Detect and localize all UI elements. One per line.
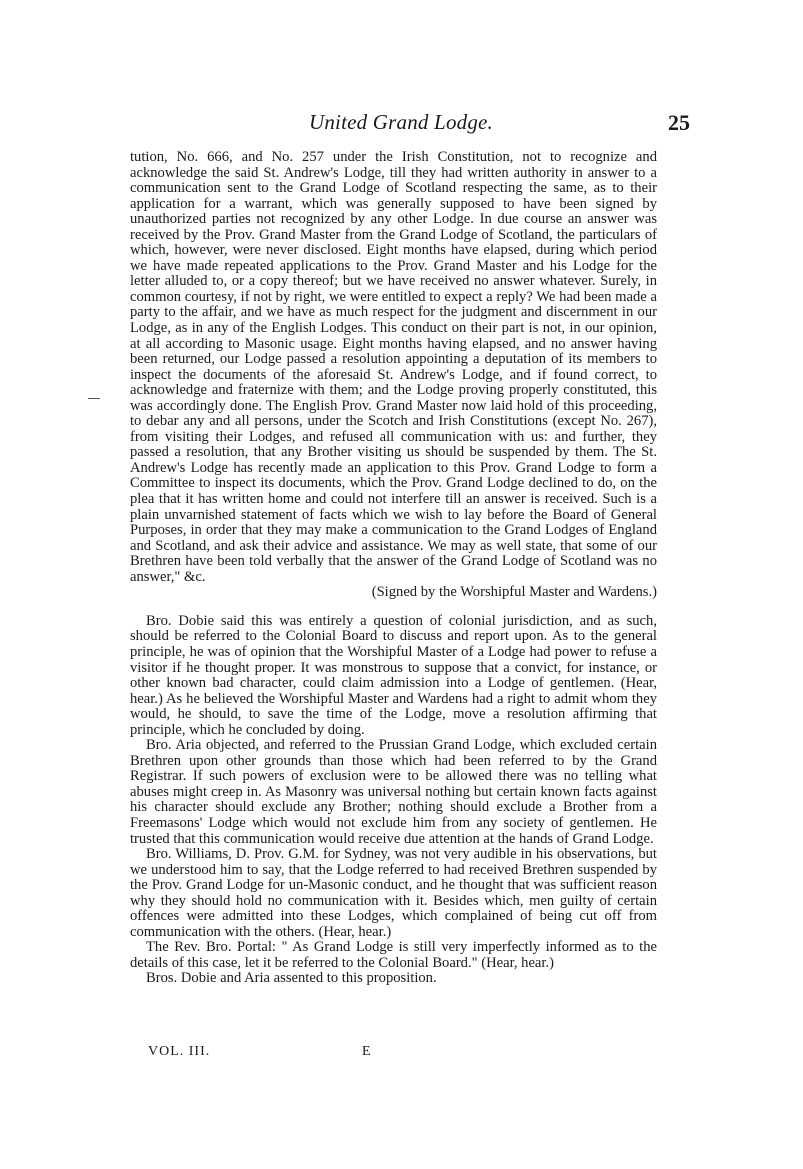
- portal-paragraph: The Rev. Bro. Portal: " As Grand Lodge is still very imperfectly informed as to the details of this case, let it be referred to the Colonial Board." (Hear, hear.): [130, 939, 657, 971]
- assent-paragraph: Bros. Dobie and Aria assented to this proposition.: [146, 970, 437, 987]
- running-head: [130, 110, 690, 140]
- running-title: United Grand Lodge.: [308, 110, 494, 134]
- signature-line: (Signed by the Worshipful Master and Wardens.): [371, 584, 657, 601]
- letter-paragraph: tution, No. 666, and No. 257 under the Irish Constitution, not to recognize and acknowledge the said St. Andrew's Lodge, till they had written authority in answer to a communication sent to the Grand Lodge of Scotland respecting the same, as to their application for a warrant, which was generally supposed to have been signed by unauthorized parties not recognized by any other Lodge. In due course an answer was received by the Prov. Grand Master from the Grand Lodge of Scotland, the particulars of which, however, were never disclosed. Eight months have elapsed, during which period we have made repeated applications to the Prov. Grand Master and his Lodge for the letter alluded to, or a copy thereof; but we have received no answer whatever. Surely, in common courtesy, if not by right, we were entitled to expect a reply? We had been made a party to the affair, and we have as much respect for the judgment and discernment in our Lodge, as in any of the English Lodges. This conduct on their part is not, in our opinion, at all according to Masonic usage. Eight months having elapsed, and no answer having been returned, our Lodge passed a resolution appointing a deputation of its members to inspect the documents of the aforesaid St. Andrew's Lodge, and if found correct, to acknowledge and fraternize with them; and the Lodge proving properly constituted, this was accordingly done. The English Prov. Grand Master now laid hold of this proceeding, to debar any and all persons, under the Scotch and Irish Constitutions (except No. 267), from visiting their Lodges, and refused all communication with us: and further, they passed a resolution, that any Brother visiting us should be suspended by them. The St. Andrew's Lodge has recently made an application to this Prov. Grand Lodge to form a Committee to inspect its documents, which the Prov. Grand Lodge declined to do, on the plea that it has written home and could not interfere till an answer is received. Such is a plain unvarnished statement of facts which we wish to lay before the Board of General Purposes, in order that they may make a communication to the Grand Lodges of England and Scotland, and ask their advice and assistance. We may as well state, that some of our Brethren have been told verbally that the answer of the Grand Lodge of Scotland was no answer," &c.: [130, 149, 657, 585]
- dobie-paragraph: Bro. Dobie said this was entirely a question of colonial jurisdiction, and as such, should be referred to the Colonial Board to discuss and report upon. As to the general principle, he was of opinion that the Worshipful Master of a Lodge had power to refuse a visitor if he thought proper. It was monstrous to suppose that a convict, for instance, or other known bad character, could claim admission into a Lodge of gentlemen. (Hear, hear.) As he believed the Worshipful Master and Wardens had a right to admit whom they would, he should, to save the time of the Lodge, move a resolution affirming that principle, which he concluded by doing.: [130, 612, 657, 738]
- page-footer: [148, 1044, 448, 1062]
- body-text: [130, 150, 657, 987]
- volume-label: VOL. III.: [148, 1044, 211, 1059]
- signature-mark: E: [362, 1044, 371, 1059]
- page-number: 25: [668, 110, 690, 135]
- williams-paragraph: Bro. Williams, D. Prov. G.M. for Sydney, was not very audible in his observations, but we understood him to say, that the Lodge referred to had received Brethren suspended by the Prov. Grand Lodge for un-Masonic conduct, and he thought that was sufficient reason why they should hold no communication with it. Besides which, men guilty of certain offences were admitted into these Lodges, which complained of being cut off from communication with the others. (Hear, hear.): [130, 846, 657, 940]
- aria-paragraph: Bro. Aria objected, and referred to the Prussian Grand Lodge, which excluded certain Brethren upon other grounds than those which had been referred to by the Grand Registrar. If such powers of exclusion were to be allowed there was no telling what abuses might creep in. As Masonry was universal nothing but certain known facts against his character should exclude any Brother; nothing should exclude a Brother from a Freemasons' Lodge which would not exclude him from any society of gentlemen. He trusted that this communication would receive due attention at the hands of Grand Lodge.: [130, 737, 657, 847]
- margin-mark: [88, 398, 100, 399]
